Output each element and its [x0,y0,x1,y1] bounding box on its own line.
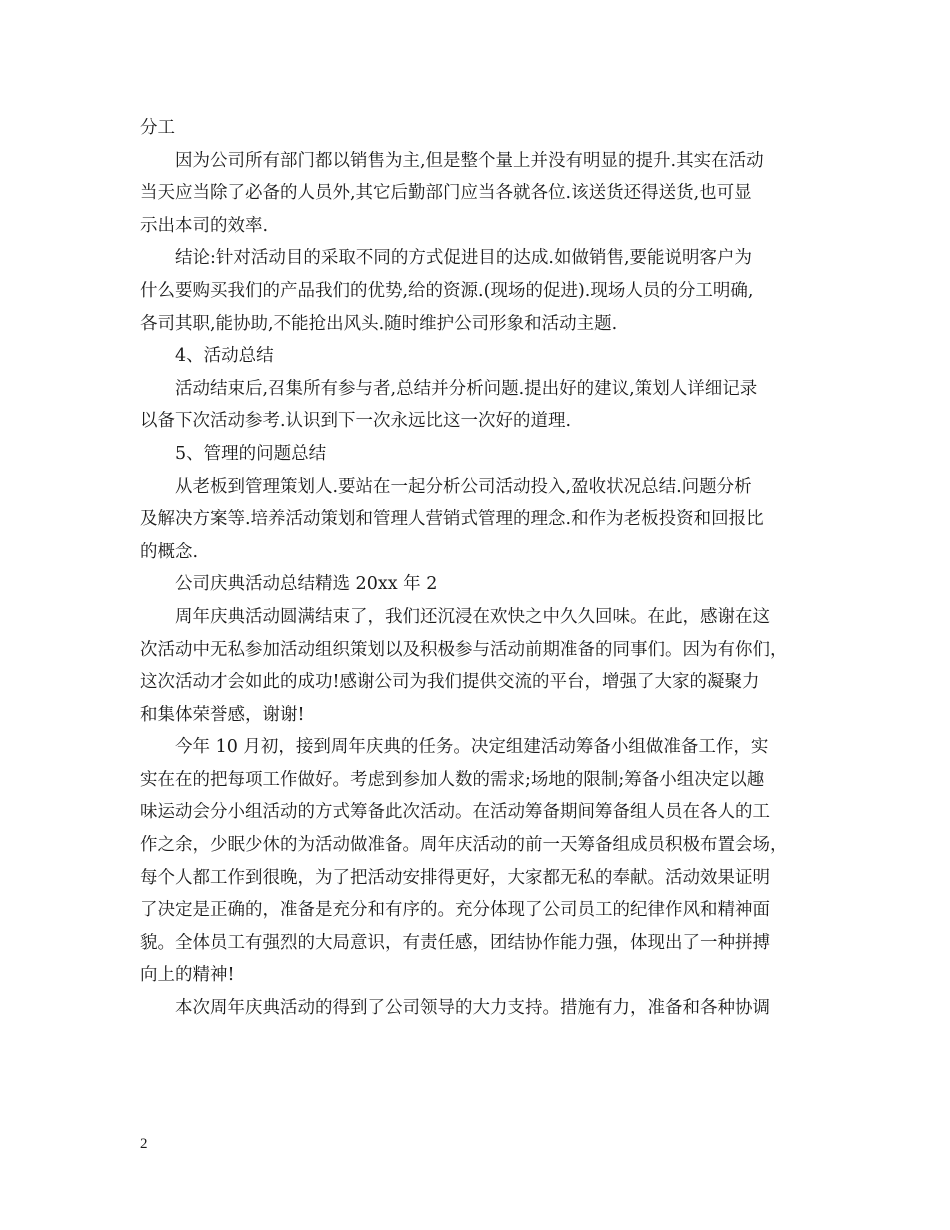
text-line: 因为公司所有部门都以销售为主,但是整个量上并没有明显的提升.其实在活动 [175,150,764,171]
document-body [140,112,820,1025]
text-line: 从老板到管理策划人.要站在一起分析公司活动投入,盈收状况总结.问题分析 [175,476,752,497]
text-line: 味运动会分小组活动的方式筹备此次活动。在活动筹备期间筹备组人员在各人的工 [140,802,770,823]
text-line: 貌。全体员工有强烈的大局意识，有责任感，团结协作能力强，体现出了一种拼搏 [140,932,770,953]
text-line: 这次活动才会如此的成功!感谢公司为我们提供交流的平台，增强了大家的凝聚力 [140,672,760,693]
text-line: 向上的精神! [140,965,235,986]
text-line: 公司庆典活动总结精选 20xx 年 2 [175,574,438,595]
text-line: 次活动中无私参加活动组织策划以及积极参与活动前期准备的同事们。因为有你们， [140,639,788,660]
text-line: 及解决方案等.培养活动策划和管理人营销式管理的理念.和作为老板投资和回报比 [140,509,764,530]
text-line: 5、管理的问题总结 [175,443,327,464]
text-line: 当天应当除了必备的人员外,其它后勤部门应当各就各位.该送货还得送货,也可显 [140,183,752,204]
text-line: 活动结束后,召集所有参与者,总结并分析问题.提出好的建议,策划人详细记录 [175,378,758,399]
text-line: 什么要购买我们的产品我们的优势,给的资源.(现场的促进).现场人员的分工明确, [140,280,754,301]
text-line: 各司其职,能协助,不能抢出风头.随时维护公司形象和活动主题. [140,313,618,334]
text-line: 以备下次活动参考.认识到下一次永远比这一次好的道理. [140,411,572,432]
text-line: 和集体荣誉感，谢谢! [140,704,305,725]
text-line: 的概念. [140,541,199,562]
text-line: 作之余，少眠少休的为活动做准备。周年庆活动的前一天筹备组成员积极布置会场， [140,835,788,856]
text-line: 每个人都工作到很晚，为了把活动安排得更好，大家都无私的奉献。活动效果证明 [140,867,770,888]
text-line: 示出本司的效率. [140,215,269,236]
text-line: 4、活动总结 [175,346,274,367]
page-number: 2 [140,1136,148,1152]
text-line: 今年 10 月初，接到周年庆典的任务。决定组建活动筹备小组做准备工作，实 [175,737,769,758]
text-line: 分工 [140,118,175,138]
text-line: 本次周年庆典活动的得到了公司领导的大力支持。措施有力，准备和各种协调 [175,998,770,1019]
text-line: 结论:针对活动目的采取不同的方式促进目的达成.如做销售,要能说明客户为 [175,248,753,269]
text-line: 实在在的把每项工作做好。考虑到参加人数的需求;场地的限制;筹备小组决定以趣 [140,769,765,790]
text-line: 了决定是正确的，准备是充分和有序的。充分体现了公司员工的纪律作风和精神面 [140,900,770,921]
text-line: 周年庆典活动圆满结束了，我们还沉浸在欢快之中久久回味。在此，感谢在这 [175,606,770,627]
